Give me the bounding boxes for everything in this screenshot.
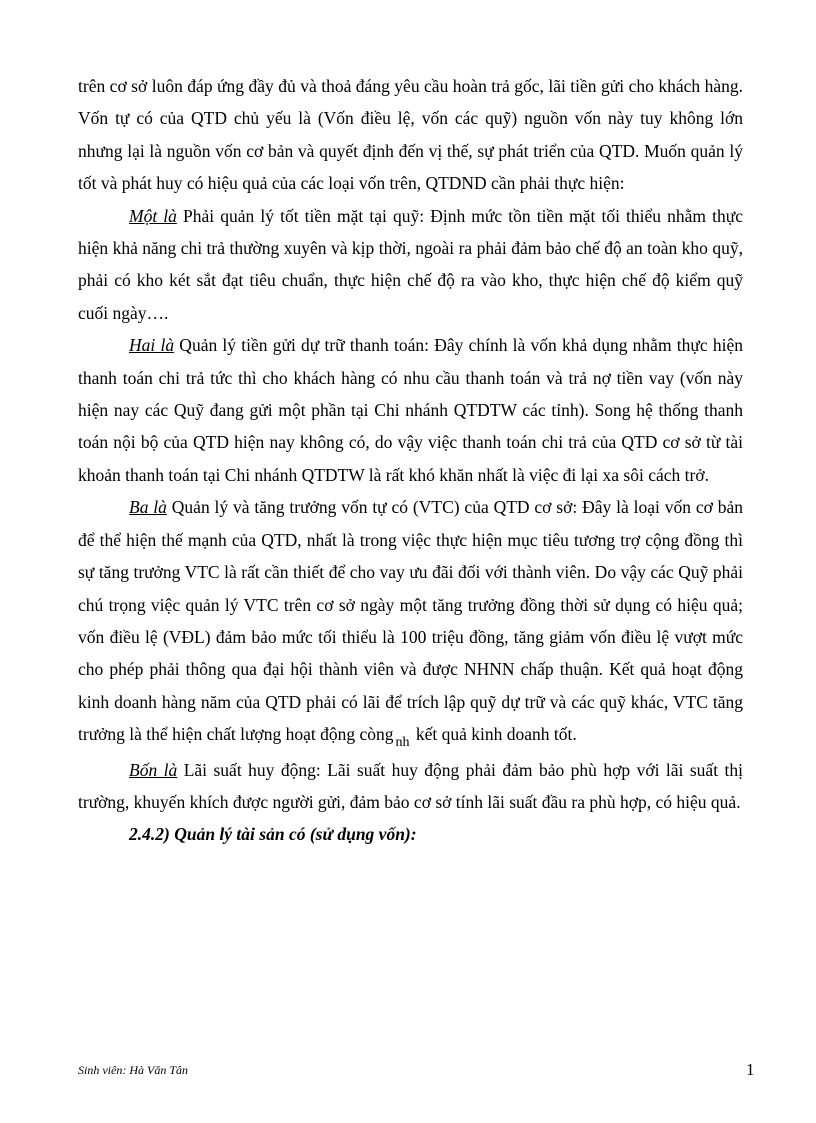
paragraph-5-text: Lãi suất huy động: Lãi suất huy động phải đảm bảo phù hợp với lãi suất thị trường, khuyến khích được người gửi, đảm bảo cơ sở tính lãi suất đầu ra phù hợp, có hiệu quả. (78, 759, 743, 812)
paragraph-4-end: kết quả kinh doanh tốt. (411, 724, 577, 745)
footer-student-name: Sinh viên: Hà Văn Tân (78, 1063, 188, 1077)
paragraph-2-text: Phải quản lý tốt tiền mặt tại quỹ: Định mức tồn tiền mặt tối thiểu nhằm thực hiện khả năng chi trả thường xuyên và kịp thời, ngoài ra phải đảm bảo chế độ an toàn kho quỹ, phải có kho két sắt đạt tiêu chuẩn, thực hiện chế độ ra vào kho, thực hiện chế độ kiểm quỹ cuối ngày…. (78, 205, 743, 323)
paragraph-5-lead: Bốn là (129, 759, 178, 780)
paragraph-2 (78, 200, 743, 330)
paragraph-5 (78, 754, 743, 819)
paragraph-4-text: Quản lý và tăng trưởng vốn tự có (VTC) của QTD cơ sở: Đây là loại vốn cơ bản để thể hiện thế mạnh của QTD, nhất là trong việc thực hiện mục tiêu tương trợ cộng đồng thì sự tăng trưởng VTC là rất cần thiết để cho vay ưu đãi đối với thành viên. Do vậy các Quỹ phải chú trọng việc quản lý VTC trên cơ sở ngày một tăng trưởng đồng thời sử dụng có hiệu quả; vốn điều lệ (VĐL) đảm bảo mức tối thiểu là 100 triệu đồng, tăng giảm vốn điều lệ vượt mức cho phép phải thông qua đại hội thành viên và được NHNN chấp thuận. Kết quả hoạt động kinh doanh hàng năm của QTD phải có lãi để trích lập quỹ dự trữ và các quỹ khác, VTC tăng trưởng là thể hiện chất lượng hoạt động còng (78, 497, 743, 745)
document-page (78, 70, 743, 851)
paragraph-4-subscript: nh (395, 735, 410, 751)
paragraph-1: trên cơ sở luôn đáp ứng đầy đủ và thoả đáng yêu cầu hoàn trả gốc, lãi tiền gửi cho khách hàng. Vốn tự có của QTD chủ yếu là (Vốn điều lệ, vốn các quỹ) nguồn vốn này tuy không lớn nhưng lại là nguồn vốn cơ bản và quyết định đến vị thế, sự phát triển của QTD. Muốn quản lý tốt và phát huy có hiệu quả của các loại vốn trên, QTDND cần phải thực hiện: (78, 76, 743, 194)
paragraph-3-lead: Hai là (129, 335, 175, 356)
paragraph-4-lead: Ba là (129, 497, 167, 518)
paragraph-2-lead: Một là (129, 205, 177, 226)
paragraph-4 (78, 491, 743, 753)
paragraph-3 (78, 329, 743, 491)
page-number: 1 (746, 1060, 755, 1079)
section-heading: 2.4.2) Quản lý tài sản có (sử dụng vốn): (129, 824, 417, 845)
paragraph-3-text: Quản lý tiền gửi dự trữ thanh toán: Đây chính là vốn khả dụng nhằm thực hiện thanh toán chi trả tức thì cho khách hàng có nhu cầu thanh toán và trả nợ tiền vay (vốn này hiện nay các Quỹ đang gửi một phần tại Chi nhánh QTDTW các tỉnh). Song hệ thống thanh toán nội bộ của QTD hiện nay không có, do vậy việc thanh toán chi trả của QTD cơ sở từ tài khoản thanh toán tại Chi nhánh QTDTW là rất khó khăn nhất là việc đi lại xa sôi cách trở. (78, 335, 743, 485)
